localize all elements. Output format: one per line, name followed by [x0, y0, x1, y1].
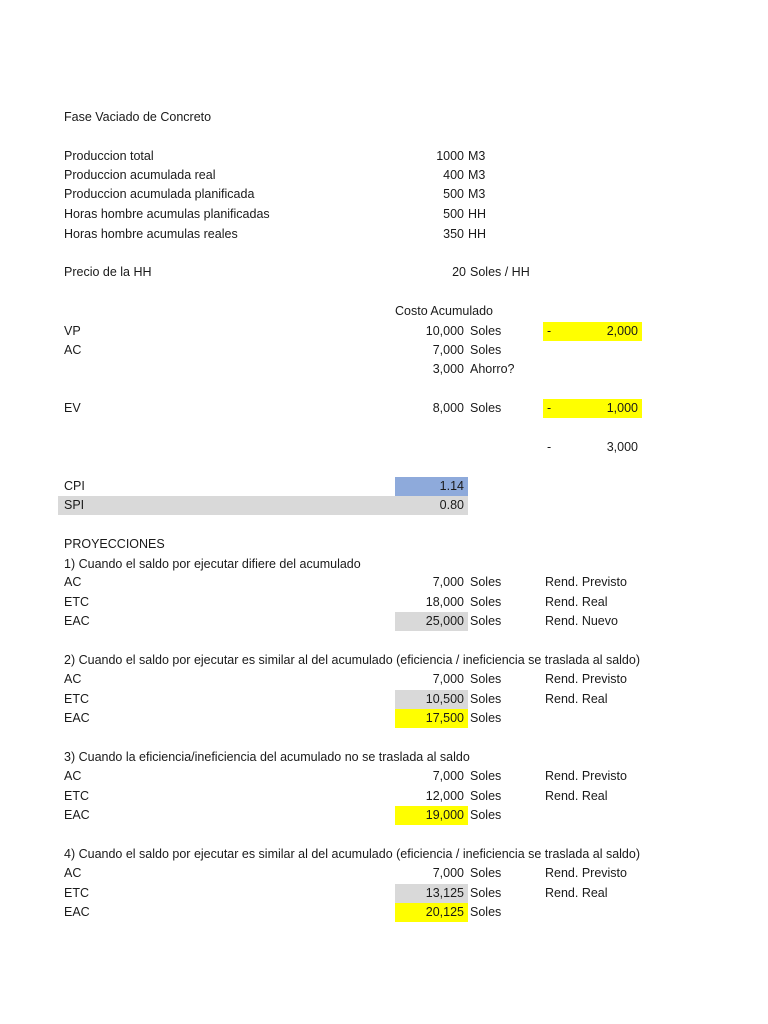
p1-eac-label: EAC [64, 614, 90, 628]
p1-ac-value: 7,000 [432, 575, 464, 589]
p2-eac-label: EAC [64, 711, 90, 725]
p4-eac-label: EAC [64, 905, 90, 919]
p4-ac-unit: Soles [470, 866, 502, 880]
p1-etc-unit: Soles [470, 595, 502, 609]
p3-etc-note: Rend. Real [545, 789, 608, 803]
ac-unit: Soles [470, 343, 502, 357]
production-total-value: 1000 [436, 149, 464, 163]
p3-ac-value: 7,000 [432, 769, 464, 783]
p3-eac-label: EAC [64, 808, 90, 822]
p1-ac-label: AC [64, 575, 82, 589]
spi-value: 0.80 [439, 498, 464, 512]
hh-planned-label: Horas hombre acumulas planificadas [64, 207, 270, 221]
p2-ac-note: Rend. Previsto [545, 672, 627, 686]
vp-label: VP [64, 324, 81, 338]
p1-ac-unit: Soles [470, 575, 502, 589]
vp-unit: Soles [470, 324, 502, 338]
p4-ac-label: AC [64, 866, 82, 880]
cpi-label: CPI [64, 479, 85, 493]
hh-planned-value: 500 [443, 207, 464, 221]
p4-etc-label: ETC [64, 886, 89, 900]
p2-ac-value: 7,000 [432, 672, 464, 686]
production-total-label: Produccion total [64, 149, 154, 163]
p2-eac-unit: Soles [470, 711, 502, 725]
p1-eac-note: Rend. Nuevo [545, 614, 618, 628]
p3-etc-value: 12,000 [425, 789, 464, 803]
p1-etc-note: Rend. Real [545, 595, 608, 609]
p2-etc-unit: Soles [470, 692, 502, 706]
savings-label: Ahorro? [470, 362, 515, 376]
p1-eac-value: 25,000 [425, 614, 464, 628]
sheet-title: Fase Vaciado de Concreto [64, 110, 212, 124]
hh-price-value: 20 [452, 265, 466, 279]
p3-eac-value: 19,000 [425, 808, 464, 822]
p4-eac-unit: Soles [470, 905, 502, 919]
vp-value: 10,000 [425, 324, 464, 338]
total-diff-sign: - [547, 440, 552, 454]
p4-etc-unit: Soles [470, 886, 502, 900]
p2-eac-value: 17,500 [425, 711, 464, 725]
hh-real-value: 350 [443, 227, 464, 241]
p1-etc-label: ETC [64, 595, 89, 609]
ev-value: 8,000 [432, 401, 464, 415]
p2-etc-note: Rend. Real [545, 692, 608, 706]
ev-label: EV [64, 401, 81, 415]
hh-real-label: Horas hombre acumulas reales [64, 227, 238, 241]
p4-ac-value: 7,000 [432, 866, 464, 880]
production-total-unit: M3 [468, 149, 486, 163]
p2-etc-label: ETC [64, 692, 89, 706]
p4-etc-value: 13,125 [425, 886, 464, 900]
p2-ac-label: AC [64, 672, 82, 686]
production-real-label: Produccion acumulada real [64, 168, 216, 182]
p1-eac-unit: Soles [470, 614, 502, 628]
ev-diff-value: 1,000 [606, 401, 638, 415]
p3-ac-note: Rend. Previsto [545, 769, 627, 783]
p4-eac-value: 20,125 [425, 905, 464, 919]
p3-eac-unit: Soles [470, 808, 502, 822]
production-planned-value: 500 [443, 187, 464, 201]
projection-2-heading: 2) Cuando el saldo por ejecutar es similar al del acumulado (eficiencia / ineficiencia se traslada al saldo) [64, 653, 640, 667]
p4-ac-note: Rend. Previsto [545, 866, 627, 880]
cpi-value: 1.14 [439, 479, 464, 493]
p2-etc-value: 10,500 [425, 692, 464, 706]
p1-etc-value: 18,000 [425, 595, 464, 609]
ac-value: 7,000 [432, 343, 464, 357]
savings-value: 3,000 [432, 362, 464, 376]
projection-4-heading: 4) Cuando el saldo por ejecutar es similar al del acumulado (eficiencia / ineficiencia se traslada al saldo) [64, 847, 640, 861]
vp-diff-value: 2,000 [606, 324, 638, 338]
total-diff-value: 3,000 [606, 440, 638, 454]
production-real-value: 400 [443, 168, 464, 182]
vp-diff-sign: - [547, 324, 552, 338]
production-planned-label: Produccion acumulada planificada [64, 187, 255, 201]
ac-label: AC [64, 343, 82, 357]
ev-diff-sign: - [547, 401, 552, 415]
hh-price-label: Precio de la HH [64, 265, 152, 279]
p1-ac-note: Rend. Previsto [545, 575, 627, 589]
production-real-unit: M3 [468, 168, 486, 182]
p3-etc-label: ETC [64, 789, 89, 803]
spi-label: SPI [64, 498, 85, 512]
p3-ac-unit: Soles [470, 769, 502, 783]
projection-3-heading: 3) Cuando la eficiencia/ineficiencia del acumulado no se traslada al saldo [64, 750, 470, 764]
p3-etc-unit: Soles [470, 789, 502, 803]
hh-real-unit: HH [468, 227, 487, 241]
ev-unit: Soles [470, 401, 502, 415]
p2-ac-unit: Soles [470, 672, 502, 686]
cost-header: Costo Acumulado [395, 304, 493, 318]
p4-etc-note: Rend. Real [545, 886, 608, 900]
projection-1-heading: 1) Cuando el saldo por ejecutar difiere del acumulado [64, 557, 361, 571]
hh-price-unit: Soles / HH [470, 265, 530, 279]
hh-planned-unit: HH [468, 207, 487, 221]
projections-title: PROYECCIONES [64, 537, 165, 551]
production-planned-unit: M3 [468, 187, 486, 201]
p3-ac-label: AC [64, 769, 82, 783]
